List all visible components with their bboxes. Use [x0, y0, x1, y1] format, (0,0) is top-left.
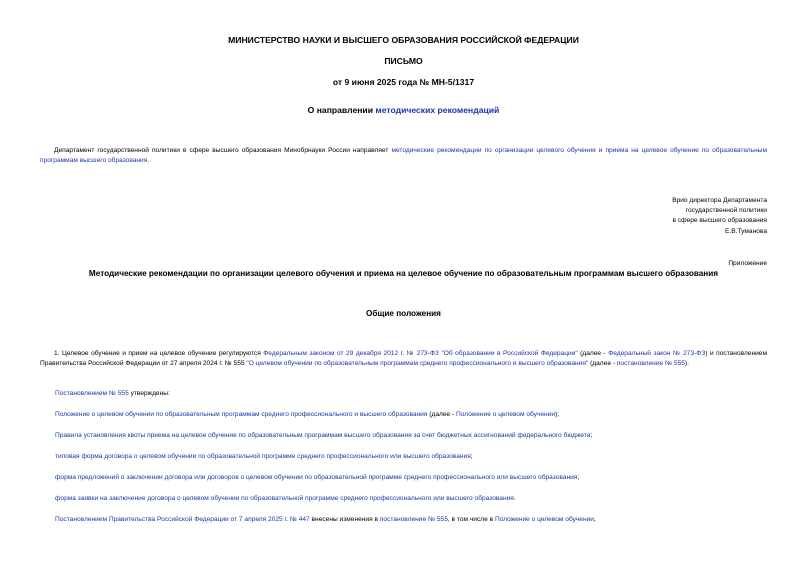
- document-type: ПИСЬМО: [384, 56, 423, 66]
- list-item: [55, 474, 767, 481]
- item-5-end: .: [513, 495, 516, 502]
- plast-link-resolution-447[interactable]: Постановлением Правительства Российской Федерации от 7 апреля 2025 г. № 447: [55, 516, 310, 523]
- item-5-link[interactable]: форма заявки на заключение договора о целевом обучении по образовательной программе среднего профессионального или высшего образования: [55, 495, 514, 502]
- item-1-link-short[interactable]: Положение о целевом обучении: [456, 411, 556, 418]
- document-subject: [0, 105, 807, 115]
- plast-text-c: ,: [593, 516, 596, 523]
- item-3-link[interactable]: типовая форма договора о целевом обучении по образовательной программе среднего профессионального или высшего образования: [55, 453, 471, 460]
- intro-link[interactable]: методические рекомендации по организации целевого обучения и приема на целевое обучение по образовательным программам высшего образования: [40, 147, 767, 165]
- plast-text-a: внесены изменения в: [309, 516, 380, 523]
- p1-text-d: (далее -: [588, 360, 617, 368]
- p1-text-e: ).: [684, 360, 689, 368]
- p1-text-b: (далее -: [577, 350, 609, 357]
- section-heading: Общие положения: [366, 309, 441, 318]
- item-2-end: ;: [590, 432, 593, 439]
- intro-paragraph: [40, 146, 767, 167]
- subject-prefix: О направлении: [307, 105, 376, 115]
- item-3-end: ;: [470, 453, 473, 460]
- list-item: [55, 495, 767, 502]
- item-4-end: ;: [577, 474, 580, 481]
- signature-line-2: государственной политики: [685, 207, 767, 215]
- list-item: [55, 411, 767, 418]
- document-date-number: от 9 июня 2025 года № МН-5/1317: [332, 77, 475, 87]
- signature-line-4: Е.В.Туманова: [725, 227, 767, 235]
- subject-link[interactable]: методических рекомендаций: [375, 105, 500, 115]
- intro-text: Департамент государственной политики в сфере высшего образования Минобрнауки России направляет: [54, 147, 392, 154]
- appendix-label: Приложение: [728, 260, 767, 267]
- item-1-text: (далее -: [427, 411, 457, 418]
- appendix-title: Методические рекомендации по организации целевого обучения и приема на целевое обучение по образовательным программам высшего образования: [88, 269, 719, 278]
- p1-link-law-short[interactable]: Федеральный закон № 273-ФЗ: [608, 350, 706, 357]
- plast-link-regulation[interactable]: Положение о целевом обучении: [494, 516, 594, 523]
- p1-text-c: ) и постановлением Правительства Российской Федерации от 27 апреля 2024 г. № 555: [40, 350, 768, 368]
- list-item: [55, 432, 767, 439]
- item-4-link[interactable]: форма предложений о заключении договора или договоров о целевом обучении по образовательной программе среднего профессионального или высшего образования: [55, 474, 578, 481]
- p1-link-law-273[interactable]: Федеральным законом от 29 декабря 2012 г. № 273-ФЗ "Об образовании в Российской Федерации": [263, 350, 578, 357]
- p1-text-a: 1. Целевое обучение и прием на целевое обучение регулируются: [54, 350, 264, 357]
- list-item: [55, 453, 767, 460]
- plast-link-resolution-555[interactable]: постановление № 555: [379, 516, 448, 523]
- intro-end: .: [147, 157, 150, 165]
- p1-link-resolution-short[interactable]: постановление № 555: [616, 360, 685, 368]
- paragraph-2: [55, 390, 767, 397]
- paragraph-1: [40, 349, 767, 370]
- item-1-end: );: [555, 411, 560, 418]
- p1-link-resolution-555[interactable]: "О целевом обучении по образовательным программам среднего профессионального и высшего образования": [246, 360, 589, 368]
- signature-line-1: Врио директора Департамента: [672, 197, 767, 204]
- paragraph-last: [55, 516, 767, 523]
- p2-text: утверждены:: [128, 390, 170, 397]
- item-1-link[interactable]: Положение о целевом обучении по образовательным программам среднего профессионального и высшего образования: [55, 411, 428, 418]
- ministry-heading: МИНИСТЕРСТВО НАУКИ И ВЫСШЕГО ОБРАЗОВАНИЯ РОССИЙСКОЙ ФЕДЕРАЦИИ: [228, 35, 579, 45]
- p2-link[interactable]: Постановлением № 555: [55, 390, 129, 397]
- signature-block: [567, 196, 767, 237]
- item-2-link[interactable]: Правила установления квоты приема на целевое обучение по образовательным программам высшего образования за счет бюджетных ассигнований федерального бюджета: [55, 432, 591, 439]
- signature-line-3: в сфере высшего образования: [672, 217, 767, 225]
- plast-text-b: , в том числе в: [447, 516, 495, 523]
